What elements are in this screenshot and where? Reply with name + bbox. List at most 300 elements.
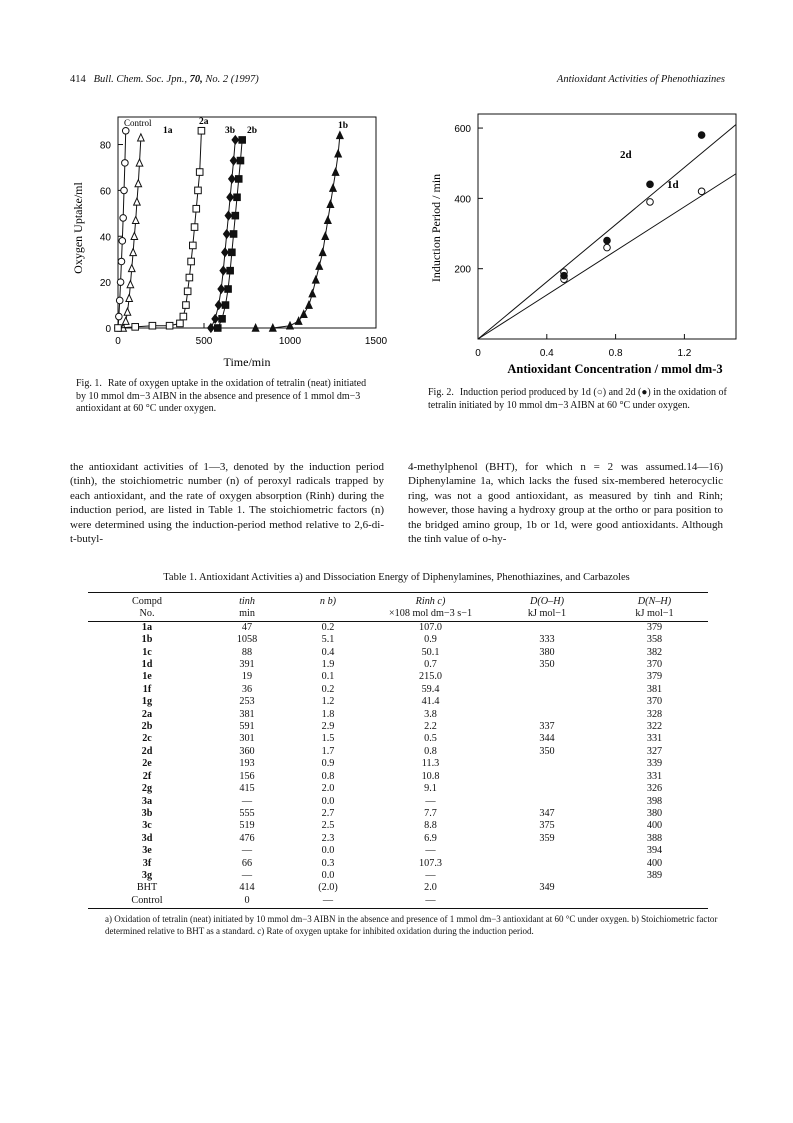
table-row: [88, 870, 708, 882]
table-cell: 7.7: [424, 807, 437, 819]
figure2-caption-label: Fig. 2.: [428, 387, 454, 398]
f1-ytick-label: 80: [99, 140, 111, 152]
f1-xtick-label: 500: [195, 336, 213, 347]
table-cell: 3d: [141, 832, 153, 844]
f1-point-Control: [120, 215, 127, 222]
f2-xtick-label: 0.4: [539, 348, 554, 359]
table-row: [88, 659, 708, 671]
f1-point-2b: [230, 231, 237, 238]
table-row: [88, 808, 708, 820]
f2-xtick-label: 0: [475, 348, 481, 359]
table-cell: 0.0: [321, 869, 335, 881]
table-cell: (2.0): [318, 882, 338, 894]
unit-compd: No.: [139, 608, 155, 620]
figure1-caption-text: Rate of oxygen uptake in the oxidation of tetralin (neat) initiated by 10 mmol dm−3 AIBN in the absence and presence of 1 mmol dm−3 antioxidant at 60 °C under oxygen.: [76, 378, 367, 414]
table-cell: 350: [539, 745, 555, 757]
f2-ylabel: Induction Period / min: [429, 173, 443, 283]
table-footnotes: a) Oxidation of tetralin (neat) initiated by 10 mmol dm−3 AIBN in the absence and presence of 1 mmol dm−3 antioxidant at 60 °C under oxygen. b) Stoichiometric factor determined relative to BHT as a standard. c) Rate of oxygen uptake for inhibited oxidation during the induction period.: [105, 914, 718, 936]
table-cell: 350: [539, 659, 555, 671]
data-table: [88, 596, 708, 907]
table-row: [88, 758, 708, 770]
running-title: Antioxidant Activities of Phenothiazines: [556, 74, 725, 85]
f1-xlabel: Time/min: [223, 355, 271, 369]
f2-ytick-label: 600: [454, 124, 471, 136]
th-tinh: tinh: [239, 596, 255, 607]
figure2-chart: [415, 100, 745, 380]
table-cell: 1.9: [321, 659, 335, 671]
table-cell: 394: [646, 845, 663, 857]
body-text-left: the antioxidant activities of 1—3, denoted by the induction period (tinh), the stoichiometric number (n) of peroxyl radicals trapped by each antioxidant, and the rate of oxygen absorption (Rinh) during the induction period, are listed in Table 1. The stoichiometric factors (n) were determined using the induction-period method relative to 2,6-di-t-butyl-: [70, 461, 384, 546]
table-cell: 0.3: [321, 857, 335, 869]
f1-xtick-label: 1000: [278, 336, 302, 347]
f2-annot-2d: 2d: [620, 149, 632, 161]
table-cell: 379: [646, 671, 663, 683]
f1-point-3b: [223, 230, 230, 239]
f1-point-2b: [234, 194, 241, 201]
running-header-left: [70, 74, 259, 85]
table-row: [88, 746, 708, 758]
f1-point-1a: [122, 317, 129, 324]
table-row: [88, 671, 708, 683]
table-cell: 379: [646, 621, 663, 633]
table-cell: 2c: [142, 733, 152, 745]
f1-point-2a: [186, 274, 193, 281]
table-cell: 375: [539, 820, 555, 832]
f1-point-2a: [195, 187, 202, 194]
table-caption: Table 1. Antioxidant Activities a) and Dissociation Energy of Diphenylamines, Phenothiazines, and Carbazoles: [163, 572, 630, 583]
table-cell: 1.5: [321, 733, 335, 745]
f1-point-2b: [227, 267, 234, 274]
table-cell: 555: [239, 807, 255, 819]
journal-name: Bull. Chem. Soc. Jpn.,: [93, 74, 187, 85]
f1-point-1b: [300, 310, 307, 317]
table-cell: 3c: [142, 820, 152, 832]
f1-point-2b: [235, 176, 242, 183]
f1-xtick-label: 1500: [364, 336, 388, 347]
data-table-wrap: [88, 596, 708, 907]
table-cell: 360: [239, 745, 255, 757]
table-cell: 1058: [236, 634, 258, 646]
f1-point-Control: [122, 127, 129, 134]
f1-point-Control: [116, 313, 123, 320]
f2-point-2d: [604, 237, 611, 244]
f1-point-3b: [212, 315, 219, 324]
table-cell: 0.2: [321, 683, 335, 695]
figure1-chart: [60, 100, 390, 375]
table-cell: 2d: [141, 745, 153, 757]
f2-fit-line-2d: [478, 125, 736, 339]
table-cell: 381: [239, 708, 255, 720]
f1-point-3b: [208, 324, 215, 333]
f1-annot-control: Control: [124, 118, 152, 128]
table-cell: 9.1: [424, 783, 437, 795]
f1-point-1b: [287, 322, 294, 329]
table-cell: 391: [239, 659, 255, 671]
table-cell: 400: [646, 820, 663, 832]
f1-point-1a: [124, 308, 131, 315]
f1-point-1a: [130, 249, 137, 256]
f1-point-1b: [337, 132, 344, 139]
table-cell: 0.5: [424, 733, 437, 745]
f1-point-2a: [166, 322, 173, 329]
table-cell: —: [241, 869, 253, 881]
table-cell: 337: [539, 721, 555, 733]
f1-point-3b: [232, 136, 239, 145]
f1-point-1a: [136, 159, 143, 166]
table-cell: 0.1: [321, 671, 335, 683]
th-n: n b): [319, 596, 337, 607]
table-cell: 519: [239, 820, 255, 832]
table-row: [88, 696, 708, 708]
table-cell: Control: [131, 894, 163, 906]
f1-point-2a: [177, 320, 184, 327]
table-cell: —: [241, 795, 253, 807]
f1-point-2a: [191, 224, 198, 231]
table-cell: 6.9: [424, 832, 437, 844]
table-cell: 326: [646, 783, 663, 795]
table-cell: 2b: [141, 721, 153, 733]
table-cell: 2.3: [321, 832, 335, 844]
table-row: [88, 895, 708, 907]
page-number: 414: [70, 74, 86, 85]
table-cell: 2.7: [321, 807, 335, 819]
table-cell: —: [425, 869, 436, 881]
f1-point-1a: [138, 134, 145, 141]
table-cell: [493, 621, 601, 634]
f1-point-1b: [332, 168, 339, 175]
f1-point-1b: [316, 262, 323, 269]
th-dnh: D(N–H): [637, 596, 672, 607]
f1-point-3b: [218, 285, 225, 294]
table-cell: 380: [539, 646, 555, 658]
table-cell: 1g: [141, 696, 153, 708]
table-cell: 5.1: [321, 634, 335, 646]
table-cell: 8.8: [424, 820, 437, 832]
table-cell: —: [425, 795, 436, 807]
f1-point-2a: [198, 127, 205, 134]
f1-point-1b: [335, 150, 342, 157]
f1-point-2a: [149, 322, 156, 329]
f2-point-2d: [647, 181, 654, 188]
table-row: [88, 833, 708, 845]
table-cell: 381: [646, 683, 663, 695]
table-cell: 2.5: [321, 820, 335, 832]
f1-ytick-label: 40: [99, 232, 111, 244]
f1-point-3b: [220, 266, 227, 275]
table-cell: 1d: [141, 659, 153, 671]
table-cell: 47: [241, 621, 253, 633]
table-cell: 322: [646, 721, 663, 733]
table-cell: [601, 895, 708, 907]
f2-ytick-label: 400: [454, 194, 471, 206]
table-cell: 2f: [142, 770, 152, 782]
f1-point-1a: [135, 180, 142, 187]
unit-tinh: min: [239, 608, 255, 620]
table-cell: [493, 671, 601, 683]
f1-point-3b: [225, 211, 232, 220]
journal-volume: 70,: [189, 74, 203, 85]
table-row: [88, 783, 708, 795]
table-cell: 3g: [141, 869, 153, 881]
f1-point-1b: [325, 216, 332, 223]
th-doh: D(O–H): [530, 596, 564, 607]
table-cell: 1a: [141, 621, 153, 633]
table-cell: 388: [646, 832, 663, 844]
table-cell: 3b: [141, 807, 153, 819]
f1-point-1a: [132, 216, 139, 223]
table-cell: [493, 796, 601, 808]
f1-point-Control: [118, 258, 125, 265]
table-cell: 1.2: [321, 696, 335, 708]
table-cell: 2.0: [424, 882, 437, 894]
figure1-caption-label: Fig. 1.: [76, 378, 102, 389]
f1-point-3b: [229, 175, 236, 184]
table-cell: —: [241, 845, 253, 857]
table-cell: 344: [539, 733, 555, 745]
table-cell: 1f: [142, 683, 152, 695]
table-row: [88, 820, 708, 832]
table-cell: [493, 771, 601, 783]
table-cell: 591: [239, 721, 255, 733]
table-cell: 0.8: [321, 770, 335, 782]
body-text-right: 4-methylphenol (BHT), for which n = 2 was assumed.14—16) Diphenylamine 1a, which lacks the fused six-membered heterocyclic ring, was not a good antioxidant, as measured by tinh and Rinh; however, those having a hydroxy group at the ortho or para position to the bridged amino group, 1b or 1d, were good antioxidants. Although the tinh value of o-hy-: [408, 461, 723, 546]
f1-point-1a: [127, 281, 134, 288]
table-row: [88, 721, 708, 733]
table-cell: [493, 684, 601, 696]
table-cell: 41.4: [421, 696, 440, 708]
table-cell: 400: [646, 857, 663, 869]
table-cell: 2a: [141, 708, 153, 720]
f1-ytick-label: 60: [99, 186, 111, 198]
table-cell: 50.1: [421, 646, 440, 658]
table-cell: 358: [646, 634, 663, 646]
f1-annot-2a: 2a: [199, 117, 209, 127]
f1-annot-3b: 3b: [225, 126, 236, 136]
f1-xtick-label: 0: [115, 336, 121, 347]
table-row: [88, 709, 708, 721]
table-cell: 380: [646, 807, 663, 819]
table-cell: 0: [244, 894, 250, 906]
table-cell: 2g: [141, 783, 153, 795]
f1-point-Control: [117, 279, 124, 286]
table-cell: 88: [241, 646, 253, 658]
f1-point-3b: [215, 301, 222, 310]
table-cell: 370: [646, 659, 663, 671]
f1-point-2b: [237, 157, 244, 164]
table-cell: [493, 870, 601, 882]
f1-point-Control: [116, 297, 123, 304]
f1-point-2b: [222, 302, 229, 309]
table-cell: 415: [239, 783, 255, 795]
table-cell: [493, 758, 601, 770]
table-cell: 193: [239, 758, 255, 770]
table-cell: 215.0: [419, 671, 442, 683]
table-cell: 476: [239, 832, 255, 844]
unit-rinh: ×108 mol dm−3 s−1: [388, 608, 473, 620]
table-cell: 3e: [142, 845, 152, 857]
figure2-caption: [428, 387, 728, 412]
f2-ytick-label: 200: [454, 264, 471, 276]
table-cell: 1.7: [321, 745, 335, 757]
table-bottom-rule: [88, 908, 708, 909]
table-row: [88, 796, 708, 808]
table-cell: 0.2: [321, 621, 335, 633]
f2-xtick-label: 0.8: [608, 348, 623, 359]
table-row: [88, 882, 708, 894]
table-row: [88, 647, 708, 659]
journal-issue: No. 2 (1997): [205, 74, 259, 85]
f1-point-Control: [119, 238, 126, 245]
f2-fit-line-1d: [478, 174, 736, 339]
f1-point-Control: [121, 187, 128, 194]
table-cell: 3f: [142, 857, 152, 869]
table-cell: —: [322, 894, 334, 906]
table-cell: 301: [239, 733, 255, 745]
table-cell: 1e: [142, 671, 152, 683]
table-cell: 0.0: [321, 795, 335, 807]
f1-point-1b: [309, 290, 316, 297]
table-cell: [493, 709, 601, 721]
figure2-caption-text: Induction period produced by 1d (○) and 2d (●) in the oxidation of tetralin initiated by 10 mmol dm−3 AIBN at 60 °C under oxygen.: [428, 387, 727, 411]
f1-point-2a: [188, 258, 195, 265]
table-cell: 10.8: [421, 770, 440, 782]
f2-xlabel: Antioxidant Concentration / mmol dm-3: [507, 362, 723, 376]
table-row: [88, 771, 708, 783]
f2-point-1d: [647, 199, 654, 206]
table-cell: BHT: [136, 882, 158, 894]
table-cell: 359: [539, 832, 555, 844]
f1-point-2a: [183, 302, 190, 309]
table-cell: 66: [241, 857, 253, 869]
f1-point-2a: [193, 205, 200, 212]
table-cell: 1c: [142, 646, 152, 658]
f1-annot-1b: 1b: [338, 121, 349, 131]
th-rinh: Rinh c): [415, 596, 446, 607]
f1-point-2a: [180, 313, 187, 320]
table-cell: 1.8: [321, 708, 335, 720]
f1-point-2a: [196, 169, 203, 176]
table-cell: 59.4: [421, 683, 440, 695]
table-cell: —: [425, 845, 436, 857]
f1-point-2a: [184, 288, 191, 295]
f1-point-2b: [232, 212, 239, 219]
table-cell: 11.3: [421, 758, 440, 770]
f1-point-2b: [219, 316, 226, 323]
table-cell: 156: [239, 770, 255, 782]
f1-point-Control: [122, 160, 129, 167]
table-top-rule: [88, 592, 708, 593]
f1-point-1a: [134, 198, 141, 205]
table-cell: 339: [646, 758, 663, 770]
table-cell: [493, 858, 601, 870]
f1-point-2b: [225, 286, 232, 293]
table-cell: 107.3: [419, 857, 442, 869]
table-cell: 327: [646, 745, 663, 757]
table-cell: —: [425, 894, 436, 906]
table-cell: [493, 696, 601, 708]
f1-point-2a: [190, 242, 197, 249]
table-cell: 331: [646, 770, 663, 782]
table-cell: 382: [646, 646, 663, 658]
f2-xtick-label: 1.2: [677, 348, 692, 359]
table-cell: 349: [539, 882, 555, 894]
table-cell: 36: [241, 683, 253, 695]
table-cell: [493, 845, 601, 857]
f1-point-1b: [322, 232, 329, 239]
table-cell: [493, 783, 601, 795]
table-row: [88, 858, 708, 870]
f1-point-1b: [319, 249, 326, 256]
table-cell: 333: [539, 634, 555, 646]
f1-point-2b: [229, 249, 236, 256]
table-cell: [493, 895, 601, 907]
table-cell: 0.8: [424, 745, 437, 757]
table-cell: [601, 882, 708, 894]
table-cell: 0.0: [321, 845, 335, 857]
f1-point-1b: [330, 184, 337, 191]
table-cell: 331: [646, 733, 663, 745]
f1-point-2a: [115, 325, 122, 332]
table-row: [88, 621, 708, 634]
table-cell: 253: [239, 696, 255, 708]
f1-ytick-label: 0: [105, 324, 111, 335]
table-cell: 19: [241, 671, 253, 683]
table-cell: 0.9: [321, 758, 335, 770]
f1-annot-1a: 1a: [163, 126, 173, 136]
f2-point-1d: [604, 244, 611, 251]
f1-ytick-label: 20: [99, 278, 111, 290]
table-row: [88, 733, 708, 745]
table-cell: 0.7: [424, 659, 437, 671]
f1-series-line-1b: [256, 135, 340, 328]
table-cell: 370: [646, 696, 663, 708]
table-cell: 1b: [141, 634, 153, 646]
f2-point-2d: [561, 272, 568, 279]
table-row: [88, 845, 708, 857]
f1-ylabel: Oxygen Uptake/ml: [71, 182, 85, 274]
f2-annot-1d: 1d: [667, 179, 679, 191]
f1-point-3b: [227, 193, 234, 202]
table-cell: 2.0: [321, 783, 335, 795]
f1-point-1a: [131, 232, 138, 239]
table-cell: 107.0: [419, 621, 442, 633]
table-row: [88, 684, 708, 696]
f1-point-1b: [313, 276, 320, 283]
th-compd: Compd: [131, 596, 162, 607]
f1-point-3b: [230, 156, 237, 165]
unit-n: [288, 608, 368, 621]
table-cell: 328: [646, 708, 663, 720]
table-cell: 347: [539, 807, 555, 819]
f1-point-1a: [126, 294, 133, 301]
table-cell: 414: [239, 882, 255, 894]
table-cell: 0.4: [321, 646, 335, 658]
f1-annot-2b: 2b: [247, 126, 258, 136]
f1-point-1b: [327, 200, 334, 207]
table-cell: 398: [646, 795, 663, 807]
table-cell: 0.9: [424, 634, 437, 646]
f1-point-2b: [214, 325, 221, 332]
unit-doh: kJ mol−1: [527, 608, 567, 620]
table-cell: 2.2: [424, 721, 437, 733]
table-row: [88, 634, 708, 646]
f2-point-1d: [698, 188, 705, 195]
f1-point-3b: [222, 248, 229, 257]
figure1-caption: [76, 378, 374, 416]
table-cell: 389: [646, 869, 663, 881]
f2-point-2d: [698, 132, 705, 139]
table-cell: 3.8: [424, 708, 437, 720]
